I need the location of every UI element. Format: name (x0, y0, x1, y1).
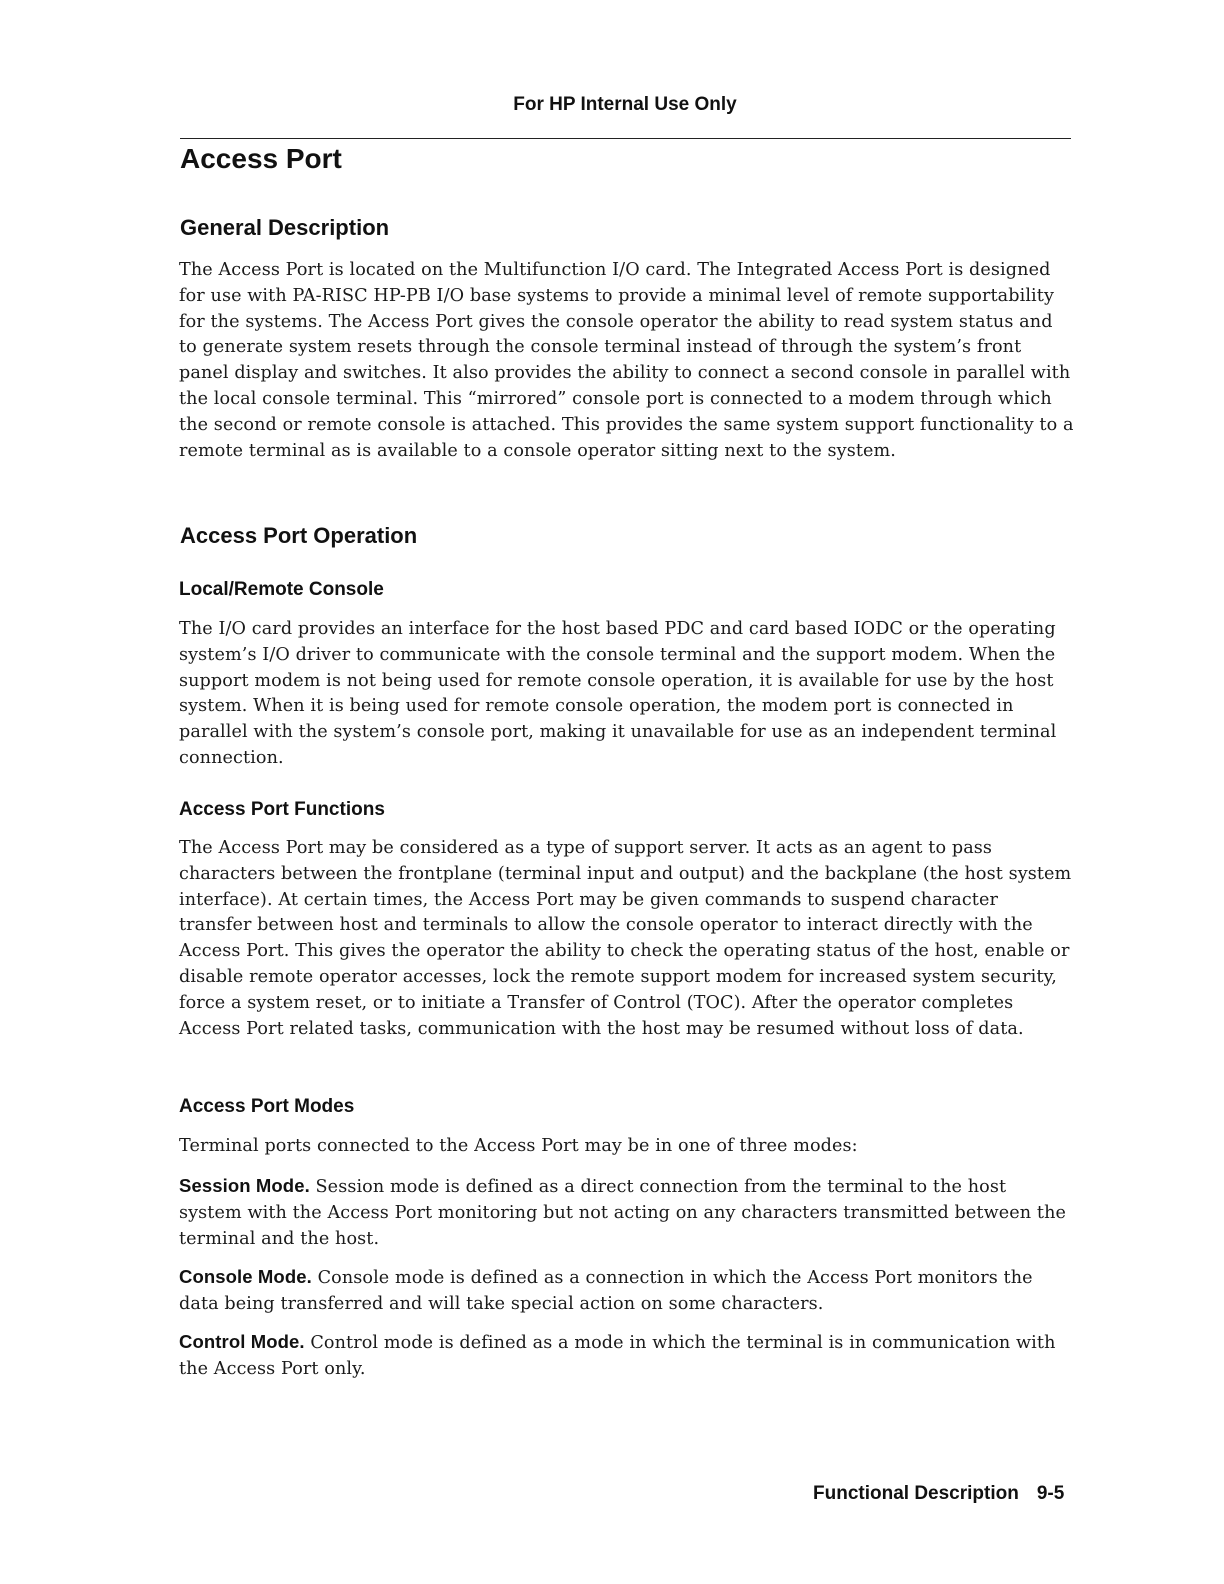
local-remote-console-heading: Local/Remote Console (179, 579, 384, 600)
access-port-operation-heading: Access Port Operation (180, 523, 418, 548)
general-description-heading: General Description (180, 215, 390, 240)
local-remote-console-paragraph: The I/O card provides an interface for the host based PDC and card based IODC or the operating system’s I/O driver to communicate with the console terminal and the support modem. When the support modem is not being used for remote console operation, it is available for use by the host system. When it is being used for remote console operation, the modem port is connected in parallel with the system’s console port, making it unavailable for use as an independent terminal connection. (179, 619, 1057, 768)
access-port-modes-intro: Terminal ports connected to the Access Port may be in one of three modes: (179, 1136, 858, 1156)
access-port-modes-heading: Access Port Modes (179, 1096, 355, 1117)
console-mode-paragraph (179, 1264, 1074, 1318)
control-mode-paragraph (179, 1329, 1074, 1383)
console-mode-term: Console Mode. (179, 1266, 312, 1287)
footer-section-label: Functional Description (813, 1483, 1019, 1504)
session-mode-body: Session mode is defined as a direct connection from the terminal to the host system with the Access Port monitoring but not acting on any characters transmitted between the terminal and the host. (179, 1177, 1067, 1249)
control-mode-body: Control mode is defined as a mode in which the terminal is in communication with the Access Port only. (179, 1333, 1056, 1379)
access-port-functions-heading: Access Port Functions (179, 799, 385, 820)
page-number: 9-5 (1036, 1483, 1065, 1504)
page-footer (813, 1483, 1064, 1505)
session-mode-term: Session Mode. (179, 1175, 310, 1196)
session-mode-paragraph (179, 1173, 1074, 1252)
console-mode-body: Console mode is defined as a connection in which the Access Port monitors the data being transferred and will take special action on some characters. (179, 1268, 1033, 1314)
access-port-functions-paragraph: The Access Port may be considered as a type of support server. It acts as an agent to pass characters between the frontplane (terminal input and output) and the backplane (the host system interface). At certain times, the Access Port may be given commands to suspend character transfer between host and terminals to allow the console operator to interact directly with the Access Port. This gives the operator the ability to check the operating status of the host, enable or disable remote operator accesses, lock the remote support modem for increased system security, force a system reset, or to initiate a Transfer of Control (TOC). After the operator completes Access Port related tasks, communication with the host may be resumed without loss of data. (179, 838, 1072, 1039)
page-title: Access Port (180, 143, 342, 174)
header-rule (180, 138, 1071, 139)
general-description-paragraph: The Access Port is located on the Multifunction I/O card. The Integrated Access Port is designed for use with PA-RISC HP-PB I/O base systems to provide a minimal level of remote supportability for the systems. The Access Port gives the console operator the ability to read system status and to generate system resets through the console terminal instead of through the system’s front panel display and switches. It also provides the ability to connect a second console in parallel with the local console terminal. This “mirrored” console port is connected to a modem through which the second or remote console is attached. This provides the same system support functionality to a remote terminal as is available to a console operator sitting next to the system. (179, 260, 1074, 461)
page-header: For HP Internal Use Only (513, 94, 737, 115)
control-mode-term: Control Mode. (179, 1331, 305, 1352)
